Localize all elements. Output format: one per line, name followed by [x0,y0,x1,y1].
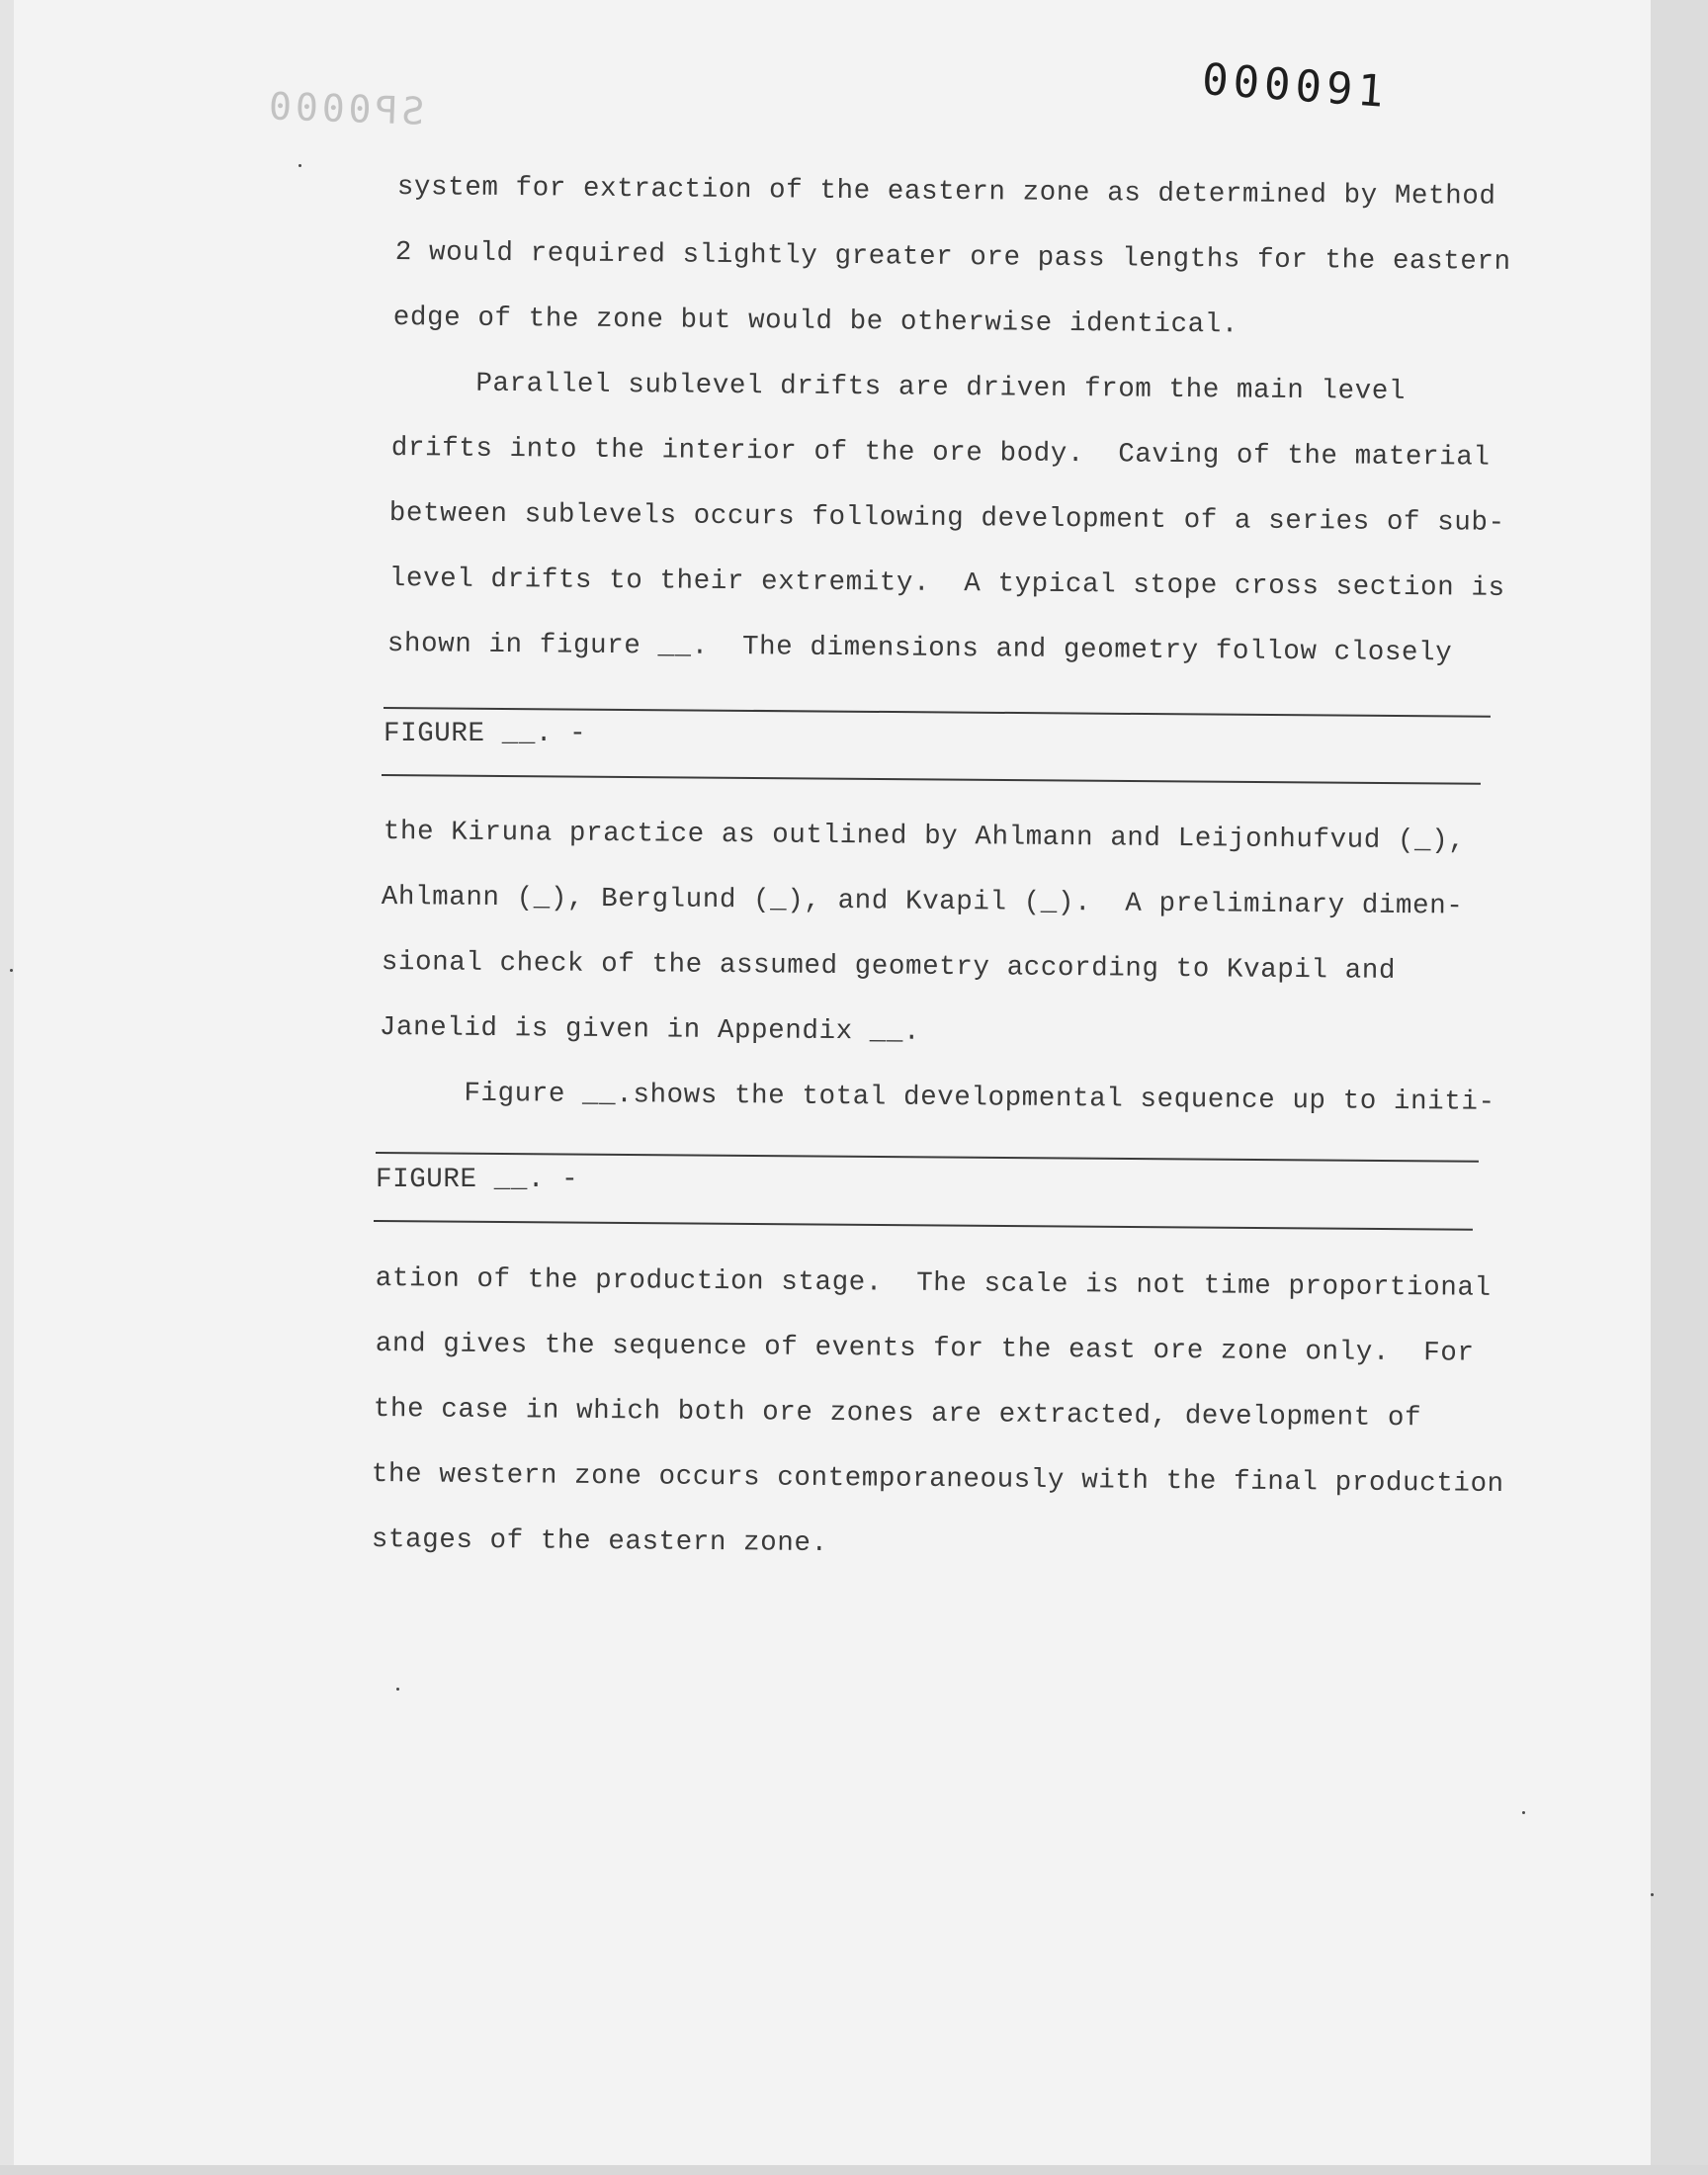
scan-speck [396,1688,399,1691]
text-line: the western zone occurs contemporaneously with the final production [371,1459,1504,1500]
page-number-stamp: 000091 [1200,54,1391,119]
text-line: ation of the production stage. The scale is not time proportional [375,1263,1492,1304]
text-line: Parallel sublevel drifts are driven from the main level [390,368,1407,407]
text-line: and gives the sequence of events for the east ore zone only. For [375,1329,1475,1369]
text-line: the Kiruna practice as outlined by Ahlmann and Leijonhufvud (_), [383,817,1466,857]
faded-stamp-number: SP0000 [264,84,425,133]
text-line: between sublevels occurs following development of a series of sub- [388,498,1505,539]
scan-speck [10,969,13,972]
figure-caption: FIGURE __. - [376,1165,579,1195]
scanner-bed-right [1651,0,1708,2175]
text-line: 2 would required slightly greater ore pass lengths for the eastern [394,237,1511,278]
figure-caption: FIGURE __. - [384,719,587,749]
text-line: Ahlmann (_), Berglund (_), and Kvapil (_). A preliminary dimen- [381,882,1464,922]
text-line: level drifts to their extremity. A typical stope cross section is [388,564,1505,604]
text-line: shown in figure __. The dimensions and geometry follow closely [386,629,1453,669]
scan-speck [299,164,301,167]
text-line: edge of the zone but would be otherwise identical. [392,303,1239,341]
scan-speck [1651,1893,1654,1896]
text-line: Janelid is given in Appendix __. [379,1012,921,1048]
text-line: sional check of the assumed geometry according to Kvapil and [381,947,1397,987]
text-line: drifts into the interior of the ore body. Caving of the material [390,433,1491,474]
scan-speck [1522,1811,1525,1814]
text-line: the case in which both ore zones are extracted, development of [373,1394,1422,1435]
text-line: Figure __.shows the total developmental sequence up to initi- [379,1078,1495,1118]
text-line: stages of the eastern zone. [371,1524,828,1560]
scanner-bed-bottom [0,2165,1708,2175]
text-line: system for extraction of the eastern zone as determined by Method [396,172,1496,213]
